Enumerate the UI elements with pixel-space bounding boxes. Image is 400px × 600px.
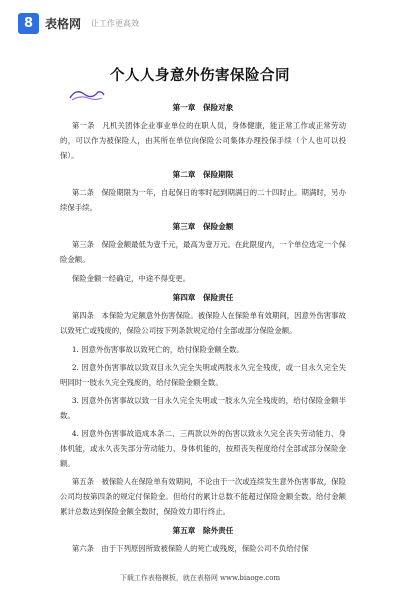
clause-item: 2. 因意外伤害事故以致双目永久完全失明或两肢永久完全残废，或一目永久完全失明同时一肢永久完全残废的，给付保险金额全数。 — [60, 363, 346, 387]
document-body — [60, 96, 346, 560]
chapter-heading: 第五章 除外责任 — [172, 526, 234, 535]
chapter-heading: 第四章 保险责任 — [172, 293, 234, 302]
chapter-heading: 第一章 保险对象 — [172, 103, 234, 112]
site-logo-icon[interactable]: 8 — [18, 13, 39, 34]
article-paragraph: 第二条 保险期限为一年，自起保日的零时起到期满日的二十四时止。期满时，另办续保手续。 — [60, 188, 346, 212]
brand-name[interactable]: 表格网 — [45, 16, 82, 31]
clause-item: 1. 因意外伤害事故以致死亡的，给付保险金额全数。 — [71, 345, 244, 354]
brand-slogan: 让工作更高效 — [91, 18, 140, 28]
article-paragraph: 第一条 凡机关团体企业事业单位的在职人员，身体健康，能正常工作或正常劳动的，可以作为被保险人，由其所在单位向保险公司集体办理投保手续（个人也可以投保）。 — [60, 121, 346, 160]
article-paragraph: 保险金额一经确定，中途不得变更。 — [71, 274, 191, 283]
document-title: 个人人身意外伤害保险合同 — [110, 67, 290, 84]
site-header — [18, 10, 139, 36]
page-footer[interactable]: 下载工作表格模板，就在表格网 www.biaoge.com — [119, 574, 281, 582]
article-paragraph: 第三条 保险金额最低为壹千元，最高为壹万元。在此限度内，一个单位选定一个保险金额。 — [60, 240, 346, 264]
clause-item: 3. 因意外伤害事故以致一目永久完全失明或一肢永久完全残废的，给付保险金额半数。 — [60, 396, 346, 420]
article-paragraph: 第五条 被保险人在保险单有效期间，不论由于一次或连续发生意外伤害事故，保险公司均按第四条的规定付保险金。但给付的累计总数不能超过保险金额全数。给付金额累计总数达到保险金额全数时，保险效力即行终止。 — [60, 477, 346, 516]
article-paragraph: 第六条 由于下列原因所致被保险人的死亡或残废，保险公司不负给付保 — [71, 544, 309, 553]
clause-item: 4. 因意外伤害事故造成本条二、三两款以外的伤害以致永久完全丧失劳动能力、身体机能，或永久丧失部分劳动能力、身体机能的，按照丧失程度给付全部或部分保险金额。 — [60, 429, 346, 468]
chapter-heading: 第三章 保险金额 — [172, 222, 234, 231]
article-paragraph: 第四条 本保险为定额意外伤害保险。被保险人在保险单有效期间，因意外伤害事故以致死亡或残废的，保险公司按下列条款规定给付全部或部分保险金额。 — [60, 311, 346, 335]
chapter-heading: 第二章 保险期限 — [172, 170, 234, 179]
